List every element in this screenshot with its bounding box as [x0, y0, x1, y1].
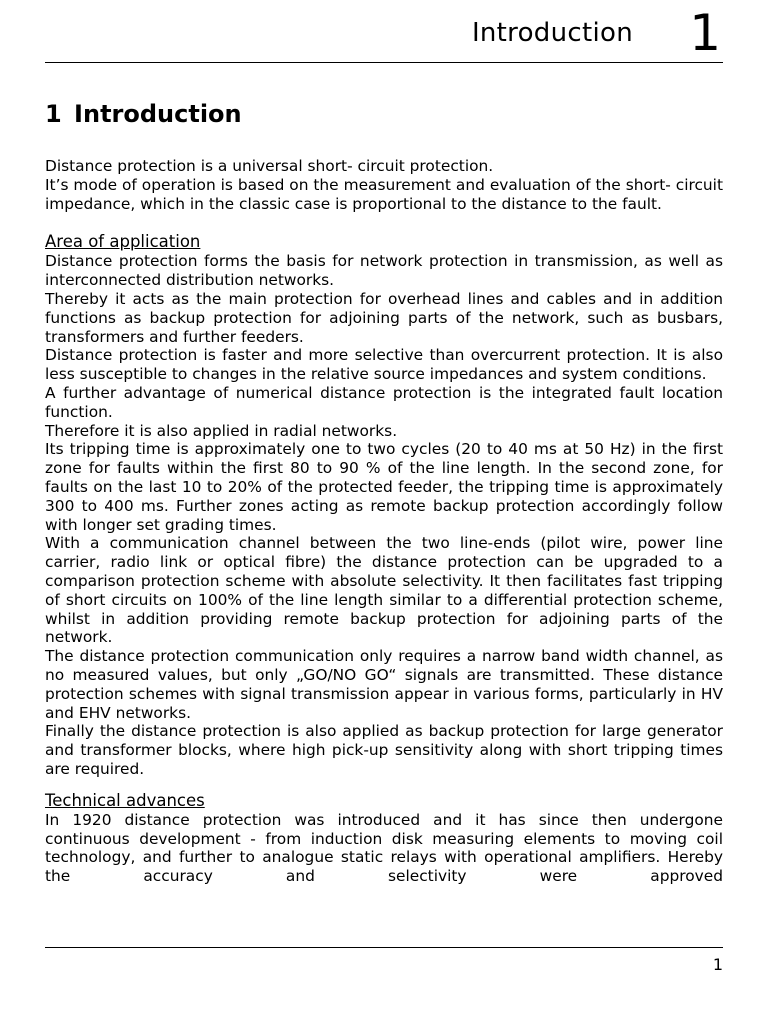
intro-paragraph: It’s mode of operation is based on the measurement and evaluation of the short- circuit impedance, which in the classic case is proportional to the distance to the fault. [45, 175, 723, 213]
paragraph: Finally the distance protection is also applied as backup protection for large generator and transformer blocks, where high pick-up sensitivity along with short tripping times are required. [45, 722, 723, 778]
section-title-area-of-application: Area of application [45, 232, 201, 252]
paragraph: Therefore it is also applied in radial networks. [45, 421, 398, 440]
paragraph: Distance protection forms the basis for network protection in transmission, as well as interconnected distribution networks. [45, 252, 723, 290]
paragraph: In 1920 distance protection was introduced and it has since then undergone continuous development - from induction disk measuring elements to moving coil technology, and further to analogue static relays with operational amplifiers. Hereby the accuracy and selectivity were approved [45, 810, 723, 886]
body-text [45, 157, 723, 886]
page-header [45, 0, 723, 63]
paragraph: A further advantage of numerical distance protection is the integrated fault location function. [45, 383, 723, 421]
page-footer [45, 947, 723, 974]
paragraph: With a communication channel between the two line-ends (pilot wire, power line carrier, radio link or optical fibre) the distance protection can be upgraded to a comparison protection scheme with absolute selectivity. It then facilitates fast tripping of short circuits on 100% of the line length similar to a differential protection scheme, whilst in addition providing remote backup protection for adjoining parts of the network. [45, 534, 723, 647]
header-chapter-number: 1 [689, 4, 721, 62]
paragraph: Distance protection is faster and more selective than overcurrent protection. It is also less susceptible to changes in the relative source impedances and system conditions. [45, 346, 723, 384]
page-number: 1 [712, 955, 723, 974]
intro-paragraph: Distance protection is a universal short- circuit protection. [45, 157, 494, 175]
paragraph: The distance protection communication only requires a narrow band width channel, as no measured values, but only „GO/NO GO“ signals are transmitted. These distance protection schemes with signal transmission appear in various forms, particularly in HV and EHV networks. [45, 647, 723, 722]
header-title: Introduction [471, 18, 633, 48]
paragraph: Its tripping time is approximately one to two cycles (20 to 40 ms at 50 Hz) in the first zone for faults within the first 80 to 90 % of the line length. In the second zone, for faults on the last 10 to 20% of the protected feeder, the tripping time is approximately 300 to 400 ms. Further zones acting as remote backup protection accordingly follow with longer set grading times. [45, 440, 723, 534]
paragraph: Thereby it acts as the main protection for overhead lines and cables and in addition functions as backup protection for adjoining parts of the network, such as busbars, transformers and further feeders. [45, 289, 723, 346]
chapter-heading: 1 Introduction [45, 100, 242, 128]
section-title-technical-advances: Technical advances [45, 790, 205, 810]
